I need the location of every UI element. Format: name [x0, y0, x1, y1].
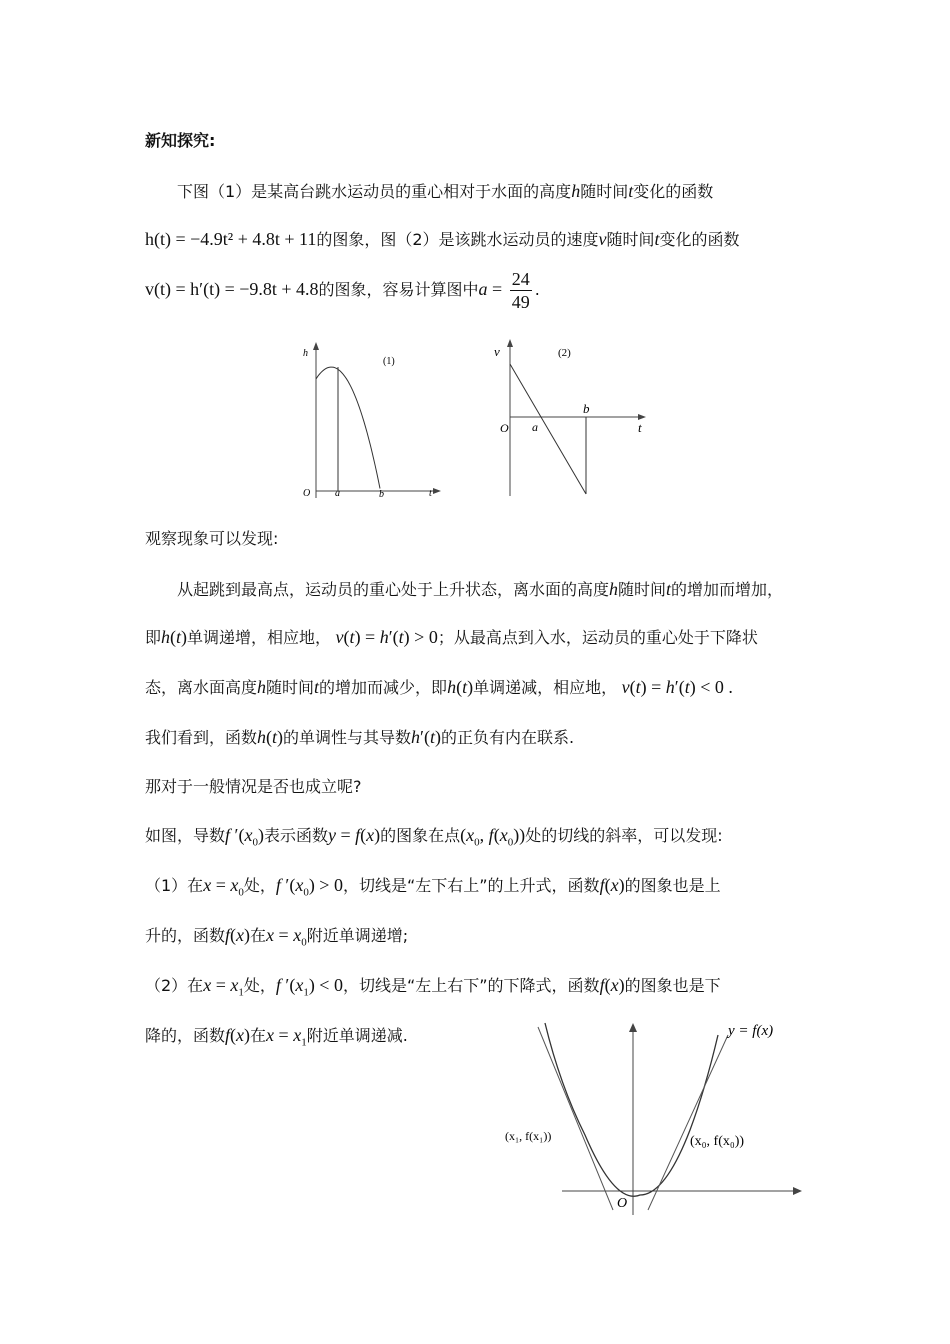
- graph2-a-label: a: [532, 420, 538, 434]
- graph2-b-label: b: [583, 401, 590, 416]
- case1-line-2: 升的，函数f(x)在$x = x_0$附近单调递增;: [145, 925, 409, 949]
- graph1-a-label: a: [335, 488, 340, 499]
- graph-height-vs-time: [295, 340, 455, 505]
- para-line-4: 我们看到，函数h(t)的单调性与其导数h′(t)的正负有内在联系.: [145, 727, 575, 747]
- graph2-title: (2): [558, 347, 571, 359]
- intro-line-1: 下图（1）是某高台跳水运动员的重心相对于水面的高度h随时间t变化的函数: [177, 181, 714, 201]
- graph1-origin: O: [303, 488, 311, 499]
- graph3-tangent-x1: [538, 1027, 613, 1210]
- graph3-curve-label: y = f(x): [728, 1023, 774, 1039]
- graph3-x-arrow: [793, 1187, 802, 1195]
- graph1-x-arrow: [433, 488, 441, 494]
- intro-line-3: v(t) = h′(t) = −9.8t + 4.8的图象，容易计算图中a = $\frac{24}{49}$ .: [145, 269, 540, 312]
- v-formula: v(t) = h′(t) = −9.8t + 4.8: [145, 279, 319, 299]
- section-heading: 新知探究:: [145, 131, 216, 150]
- observe-line: 观察现象可以发现:: [145, 529, 279, 548]
- graph2-line: [510, 364, 586, 494]
- graph3-y-arrow: [629, 1023, 637, 1032]
- para-line-1: 从起跳到最高点，运动员的重心处于上升状态，离水面的高度h随时间t的增加而增加，: [177, 579, 784, 599]
- case2-line-2: 降的，函数f(x)在$x = x_1$附近单调递减.: [145, 1025, 408, 1049]
- case1-line-1: （1）在$x = x_0$处，f $'(x_0) > 0$，切线是“左下右上”的上升式，函数f(x)的图象也是上: [145, 875, 721, 899]
- a-fraction: $\frac{24}{49}$: [511, 269, 530, 312]
- h-formula: h(t) = −4.9t² + 4.8t + 11: [145, 229, 317, 249]
- graph3-p0-label: (x₀, f(x₀)): [690, 1134, 745, 1149]
- intro-line-2: h(t) = −4.9t² + 4.8t + 11的图象，图（2）是该跳水运动员的速度v随时间t变化的函数: [145, 229, 740, 249]
- graph1-b-label: b: [379, 489, 384, 500]
- graph-function-tangents: [500, 1015, 810, 1220]
- graph3-origin: O: [617, 1196, 628, 1211]
- para-line-2: 即h(t)单调递增，相应地， v(t) = h′(t) > 0；从最高点到入水，运动员的重心处于下降状: [145, 627, 758, 647]
- graph3-tangent-x0: [648, 1035, 728, 1210]
- graph3-p1-label: (x₁, f(x₁)): [505, 1129, 552, 1143]
- graph3-curve: [545, 1023, 718, 1196]
- graph2-origin: O: [500, 421, 509, 435]
- graph1-x-label: t: [429, 488, 432, 499]
- graph2-x-label: t: [638, 420, 642, 435]
- graph-velocity-vs-time: [488, 336, 658, 501]
- case2-line-1: （2）在$x = x_1$处，f $'(x_1) < 0$，切线是“左上右下”的下降式，函数f(x)的图象也是下: [145, 975, 721, 999]
- graph2-y-arrow: [507, 339, 513, 347]
- question-line: 那对于一般情况是否也成立呢?: [145, 777, 362, 796]
- general-line-1: 如图，导数f $'(x_0)$表示函数y = f(x)的图象在点($x_0$, $f(x_0)$)处的切线的斜率，可以发现:: [145, 825, 723, 849]
- graph2-y-label: v: [494, 344, 500, 359]
- para-line-3: 态，离水面高度h随时间t的增加而减少，即h(t)单调递减，相应地， v(t) = h′(t) < 0 .: [145, 677, 733, 697]
- graph1-title: (1): [383, 356, 395, 367]
- graph1-y-arrow: [313, 342, 319, 350]
- graph1-curve: [316, 367, 380, 488]
- graph1-y-label: h: [303, 348, 308, 359]
